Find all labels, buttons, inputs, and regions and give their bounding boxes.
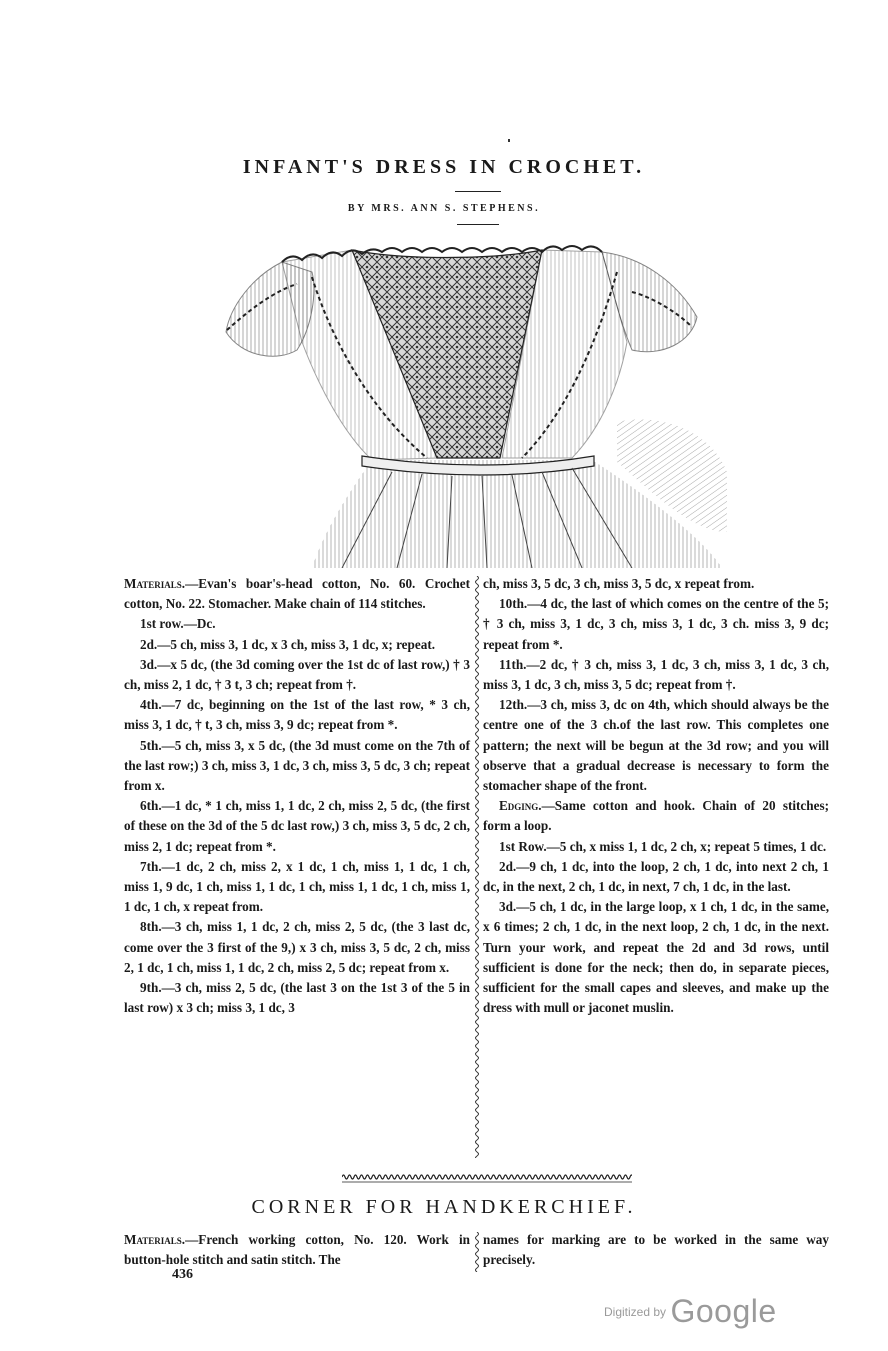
paragraph: 1st row.—Dc. (140, 616, 216, 632)
paragraph: 3d.—x 5 dc, (the 3d coming over the 1st dc of last row,) † 3 ch, miss 2, 1 dc, † 3 t, 3 ch; repeat from †. (124, 656, 470, 693)
paragraph (483, 796, 829, 836)
paragraph-text: —Evan's boar's-head cotton, No. 60. Crochet cotton, No. 22. Stomacher. Make chain of 114 stitches. (124, 576, 470, 612)
paragraph-text: —French working cotton, No. 120. Work in button-hole stitch and satin stitch. The (124, 1232, 470, 1268)
paragraph: 3d.—5 ch, 1 dc, in the large loop, x 1 ch, 1 dc, in the same, x 6 times; 2 ch, 1 dc, in the next loop, 2 ch, 1 dc, in the next. Turn your work, and repeat the 2d and 3d rows, until sufficient is done for the neck; then do, in separate pieces, sufficient for the small capes and sleeves, and make up the dress with mull or jaconet muslin. (483, 899, 829, 1016)
article-byline: BY MRS. ANN S. STEPHENS. (347, 203, 541, 214)
watermark-text: Digitized by (604, 1305, 667, 1319)
section-title: CORNER FOR HANDKERCHIEF. (251, 1196, 637, 1218)
run-in-heading: Edging. (499, 798, 542, 814)
right-column (483, 574, 829, 1018)
paragraph: names for marking are to be worked in the same way precisely. (483, 1232, 829, 1268)
paragraph: 6th.—1 dc, * 1 ch, miss 1, 1 dc, 2 ch, miss 2, 5 dc, (the first of these on the 3d of the 5 dc last row,) 3 ch, miss 3, 5 dc, 2 ch, miss 2, 1 dc; repeat from *. (124, 798, 470, 854)
paragraph: 5th.—5 ch, miss 3, x 5 dc, (the 3d must come on the 7th of the last row;) 3 ch, miss 3, 1 dc, 3 ch, miss 3, 5 dc, 3 ch; repeat from x. (124, 737, 470, 794)
paragraph-text: —Same cotton and hook. Chain of 20 stitches; form a loop. (483, 798, 829, 834)
paragraph (124, 574, 470, 614)
column-divider (473, 576, 481, 1158)
paragraph: 1st Row.—5 ch, x miss 1, 1 dc, 2 ch, x; repeat 5 times, 1 dc. (499, 838, 827, 854)
left-column (124, 574, 470, 1018)
page-number: 436 (172, 1267, 193, 1282)
corner-right-column (483, 1230, 829, 1270)
google-logo: Google (670, 1293, 777, 1329)
paragraph: 9th.—3 ch, miss 2, 5 dc, (the last 3 on the 1st 3 of the 5 in last row) x 3 ch; miss 3, 1 dc, 3 (124, 980, 470, 1016)
byline-rule (457, 224, 499, 225)
section-ornament (342, 1171, 632, 1185)
corner-left-column (124, 1230, 470, 1270)
paragraph: ch, miss 3, 5 dc, 3 ch, miss 3, 5 dc, x repeat from. (483, 576, 755, 591)
digitized-watermark (604, 1293, 777, 1330)
run-in-heading: Materials. (124, 576, 186, 591)
paragraph: 8th.—3 ch, miss 1, 1 dc, 2 ch, miss 2, 5 dc, (the 3 last dc, come over the 3 first of the 9,) x 3 ch, miss 3, 5 dc, 2 ch, miss 2, 1 dc, 1 ch, miss 1, 1 dc, 2 ch, miss 2, 5 dc; repeat from x. (124, 919, 470, 975)
column-divider (473, 1232, 481, 1272)
run-in-heading: Materials. (124, 1232, 186, 1247)
dress-illustration (222, 232, 732, 568)
paragraph: 11th.—2 dc, † 3 ch, miss 3, 1 dc, 3 ch, miss 3, 1 dc, 3 ch, miss 3, 1 dc, 3 ch, miss 3, 5 dc; repeat from †. (483, 656, 829, 693)
paragraph: 12th.—3 ch, miss 3, dc on 4th, which should always be the centre one of the 3 ch.of the last row. This completes one pattern; the next will be begun at the 3d row; and you will observe that a gradual decrease is necessary to form the stomacher shape of the front. (483, 697, 829, 794)
paragraph: 2d.—5 ch, miss 3, 1 dc, x 3 ch, miss 3, 1 dc, x; repeat. (140, 636, 436, 652)
paragraph: 2d.—9 ch, 1 dc, into the loop, 2 ch, 1 dc, into next 2 ch, 1 dc, in the next, 2 ch, 1 dc, in next, 7 ch, 1 dc, in the last. (483, 858, 829, 895)
title-rule (455, 191, 501, 192)
paragraph (124, 1230, 470, 1270)
paragraph: 10th.—4 dc, the last of which comes on the centre of the 5; † 3 ch, miss 3, 1 dc, 3 ch, miss 3, 1 dc, 3 ch. miss 3, 9 dc; repeat from *. (483, 596, 829, 652)
paragraph: 7th.—1 dc, 2 ch, miss 2, x 1 dc, 1 ch, miss 1, 1 dc, 1 ch, miss 1, 9 dc, 1 ch, miss 1, 1 dc, 1 ch, miss 1, 1 dc, 1 ch, miss 1, 1 dc, 1 ch, x repeat from. (124, 858, 470, 915)
ink-speck (508, 139, 510, 142)
paragraph: 4th.—7 dc, beginning on the 1st of the last row, * 3 ch, miss 3, 1 dc, † t, 3 ch, miss 3, 9 dc; repeat from *. (124, 697, 470, 733)
article-title: INFANT'S DRESS IN CROCHET. (242, 156, 646, 178)
